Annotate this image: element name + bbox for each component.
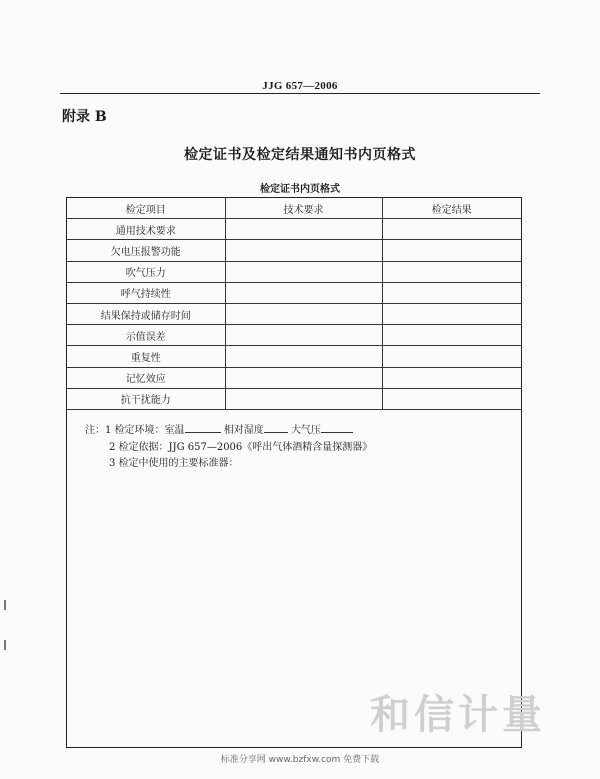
inspection-table bbox=[67, 198, 521, 410]
requirement-cell bbox=[225, 346, 382, 367]
footer-source-link[interactable]: 标准分享网 www.bzfxw.com 免费下载 bbox=[220, 755, 380, 765]
requirement-cell bbox=[225, 261, 382, 282]
table-row bbox=[67, 325, 521, 346]
note-number: 2 bbox=[109, 441, 116, 453]
row-item-label: 欠电压报警功能 bbox=[67, 240, 225, 261]
result-cell bbox=[382, 219, 521, 240]
requirement-cell bbox=[225, 325, 382, 346]
appendix-label: 附录 B bbox=[62, 109, 107, 125]
result-cell bbox=[382, 303, 521, 324]
row-item-label: 记忆效应 bbox=[67, 367, 225, 388]
table-row bbox=[67, 346, 521, 367]
standard-code-header: JJG 657—2006 bbox=[262, 80, 338, 92]
table-row bbox=[67, 303, 521, 324]
pressure-blank bbox=[321, 423, 353, 433]
requirement-cell bbox=[225, 388, 382, 409]
notes-prefix: 注： bbox=[85, 425, 105, 436]
note-basis bbox=[85, 440, 372, 457]
result-cell bbox=[382, 346, 521, 367]
watermark-logo: 和信计量 bbox=[370, 692, 546, 738]
humidity-label: 相对湿度 bbox=[223, 425, 264, 436]
document-title: 检定证书及检定结果通知书内页格式 bbox=[184, 147, 416, 163]
result-cell bbox=[382, 261, 521, 282]
result-cell bbox=[382, 282, 521, 303]
room-temperature-blank bbox=[185, 423, 221, 433]
column-header-requirement: 技术要求 bbox=[225, 198, 382, 219]
header-rule bbox=[60, 93, 540, 94]
table-row bbox=[67, 261, 521, 282]
row-item-label: 吹气压力 bbox=[67, 261, 225, 282]
row-item-label: 重复性 bbox=[67, 346, 225, 367]
table-row bbox=[67, 388, 521, 409]
row-item-label: 结果保持或储存时间 bbox=[67, 303, 225, 324]
column-header-result: 检定结果 bbox=[382, 198, 521, 219]
note-number: 3 bbox=[109, 458, 116, 469]
row-item-label: 抗干扰能力 bbox=[67, 388, 225, 409]
result-cell bbox=[382, 367, 521, 388]
table-caption: 检定证书内页格式 bbox=[260, 184, 340, 195]
requirement-cell bbox=[225, 303, 382, 324]
table-row bbox=[67, 367, 521, 388]
pressure-label: 大气压 bbox=[290, 425, 321, 436]
humidity-blank bbox=[264, 423, 288, 433]
table-row bbox=[67, 240, 521, 261]
scan-artifact-mark bbox=[4, 600, 6, 610]
note-text: 检定中使用的主要标准器： bbox=[118, 458, 239, 469]
result-cell bbox=[382, 388, 521, 409]
table-header-row bbox=[67, 198, 521, 219]
table-row bbox=[67, 282, 521, 303]
result-cell bbox=[382, 240, 521, 261]
note-standards bbox=[85, 456, 372, 473]
notes-section bbox=[85, 423, 372, 473]
note-number: 1 bbox=[105, 425, 112, 436]
table-row bbox=[67, 219, 521, 240]
row-item-label: 呼气持续性 bbox=[67, 282, 225, 303]
row-item-label: 通用技术要求 bbox=[67, 219, 225, 240]
requirement-cell bbox=[225, 219, 382, 240]
row-item-label: 示值误差 bbox=[67, 325, 225, 346]
scan-artifact-mark bbox=[4, 640, 6, 650]
note-environment bbox=[85, 423, 372, 440]
requirement-cell bbox=[225, 367, 382, 388]
column-header-item: 检定项目 bbox=[67, 198, 225, 219]
certificate-form bbox=[66, 197, 522, 748]
requirement-cell bbox=[225, 240, 382, 261]
requirement-cell bbox=[225, 282, 382, 303]
note-text: 检定依据：JJG 657—2006《呼出气体酒精含量探测器》 bbox=[118, 441, 373, 453]
result-cell bbox=[382, 325, 521, 346]
note-text: 检定环境：室温 bbox=[114, 425, 185, 436]
